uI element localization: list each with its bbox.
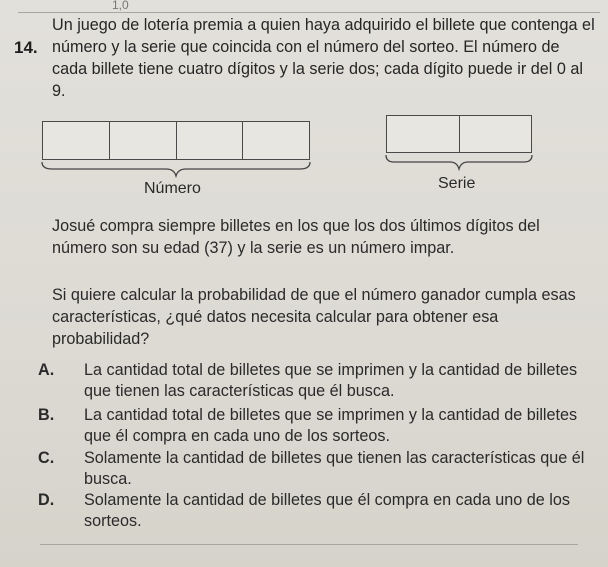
digit-box	[243, 122, 309, 159]
option-letter: D.	[38, 491, 55, 509]
top-rule	[18, 12, 600, 13]
numero-label: Número	[144, 180, 201, 197]
digit-box	[387, 116, 460, 152]
digit-box	[43, 122, 110, 159]
option-text: Solamente la cantidad de billetes que tienen las características que él busca.	[84, 449, 585, 488]
digit-box	[110, 122, 177, 159]
header-fragment: 1,0	[112, 0, 129, 12]
option-text: Solamente la cantidad de billetes que él compra en cada uno de los sorteos.	[84, 491, 570, 530]
serie-brace	[384, 153, 534, 171]
option-text: La cantidad total de billetes que se imprimen y la cantidad de billetes que él compra en cada uno de los sorteos.	[84, 406, 578, 445]
question-number: 14.	[14, 38, 38, 57]
digit-box	[460, 116, 532, 152]
option-letter: C.	[38, 449, 55, 467]
option-letter: A.	[38, 361, 55, 379]
option-text: La cantidad total de billetes que se imprimen y la cantidad de billetes que tienen las características que él busca.	[84, 361, 578, 400]
context-paragraph: Josué compra siempre billetes en los que los dos últimos dígitos del número son su edad (37) y la serie es un número impar.	[52, 217, 540, 257]
serie-label: Serie	[438, 175, 476, 192]
option-a[interactable]	[38, 360, 598, 402]
option-d[interactable]	[38, 490, 598, 532]
digit-box	[177, 122, 244, 159]
numero-brace	[40, 160, 312, 178]
bottom-rule	[40, 544, 578, 545]
option-letter: B.	[38, 406, 55, 424]
serie-digit-boxes	[386, 115, 532, 153]
option-c[interactable]	[38, 448, 598, 490]
prompt-paragraph: Si quiere calcular la probabilidad de que el número ganador cumpla esas características, ¿qué datos necesita calcular para obtener esa probabilidad?	[52, 286, 576, 348]
numero-digit-boxes	[42, 121, 310, 160]
option-b[interactable]	[38, 405, 598, 447]
question-text: Un juego de lotería premia a quien haya adquirido el billete que contenga el número y la serie que coincida con el número del sorteo. El número de cada billete tiene cuatro dígitos y la serie dos; cada dígito puede ir del 0 al 9.	[52, 16, 595, 100]
